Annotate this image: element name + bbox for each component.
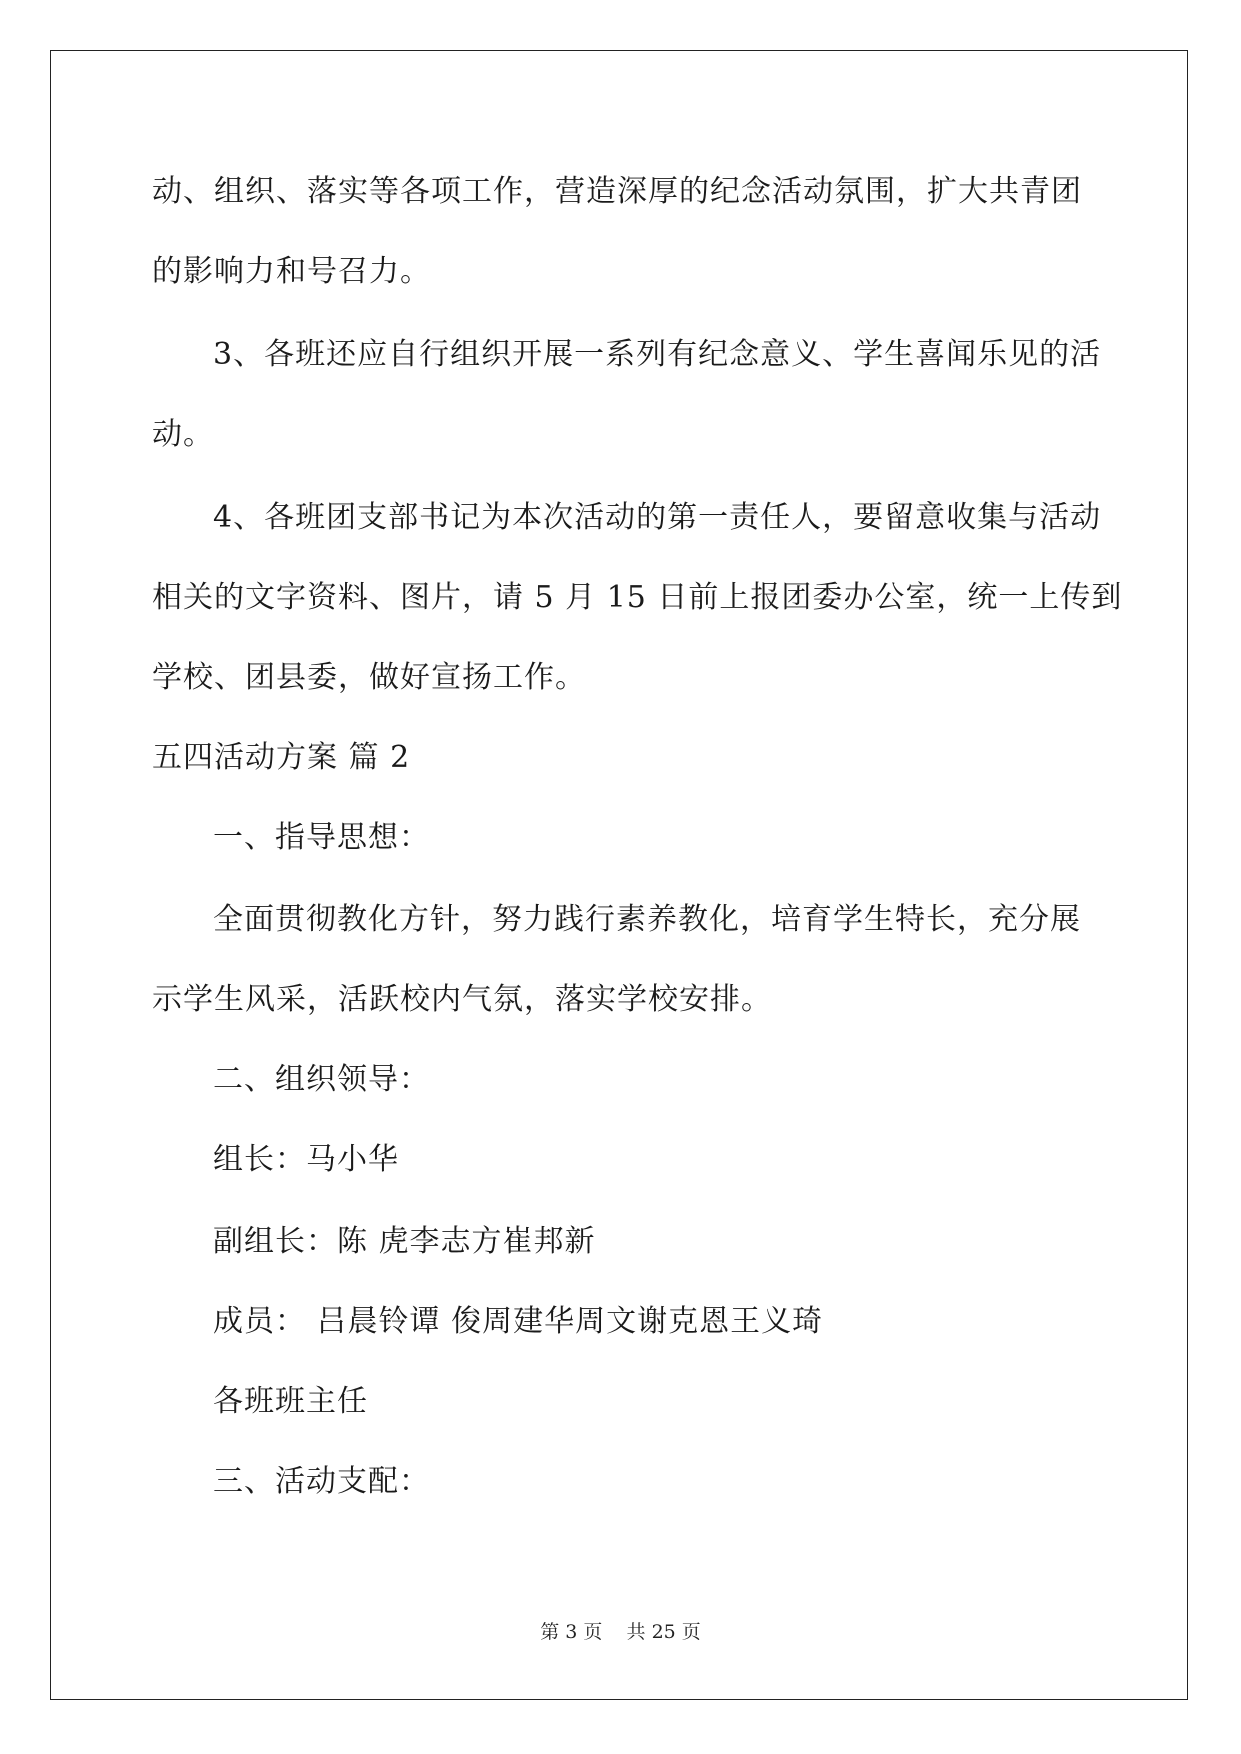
body-text-line: 学校、团县委，做好宣扬工作。 [152,660,586,695]
page-number: 第 3 页 [540,1621,603,1643]
body-text-line: 副组长：陈 虎李志方崔邦新 [213,1224,596,1259]
subsection-heading: 二、组织领导： [213,1062,430,1097]
body-text-line: 全面贯彻教化方针，努力践行素养教化，培育学生特长，充分展 [213,902,1081,937]
body-text-line: 动。 [152,417,214,452]
section-heading: 五四活动方案 篇 2 [152,740,411,775]
body-text-line: 成员： 吕晨铃谭 俊周建华周文谢克恩王义琦 [213,1304,824,1339]
page-footer [0,1620,1241,1644]
page-total: 共 25 页 [626,1621,701,1643]
body-text-line: 组长：马小华 [213,1142,399,1177]
body-text-line: 动、组织、落实等各项工作，营造深厚的纪念活动氛围，扩大共青团 [152,174,1082,209]
body-text-line: 相关的文字资料、图片，请 5 月 15 日前上报团委办公室，统一上传到 [152,580,1123,615]
subsection-heading: 一、指导思想： [213,820,430,855]
body-text-line: 4、各班团支部书记为本次活动的第一责任人，要留意收集与活动 [213,500,1102,535]
body-text-line: 各班班主任 [213,1384,368,1419]
page-border [50,50,1188,1700]
body-text-line: 示学生风采，活跃校内气氛，落实学校安排。 [152,982,772,1017]
subsection-heading: 三、活动支配： [213,1464,430,1499]
body-text-line: 3、各班还应自行组织开展一系列有纪念意义、学生喜闻乐见的活 [213,337,1102,372]
body-text-line: 的影响力和号召力。 [152,254,431,289]
